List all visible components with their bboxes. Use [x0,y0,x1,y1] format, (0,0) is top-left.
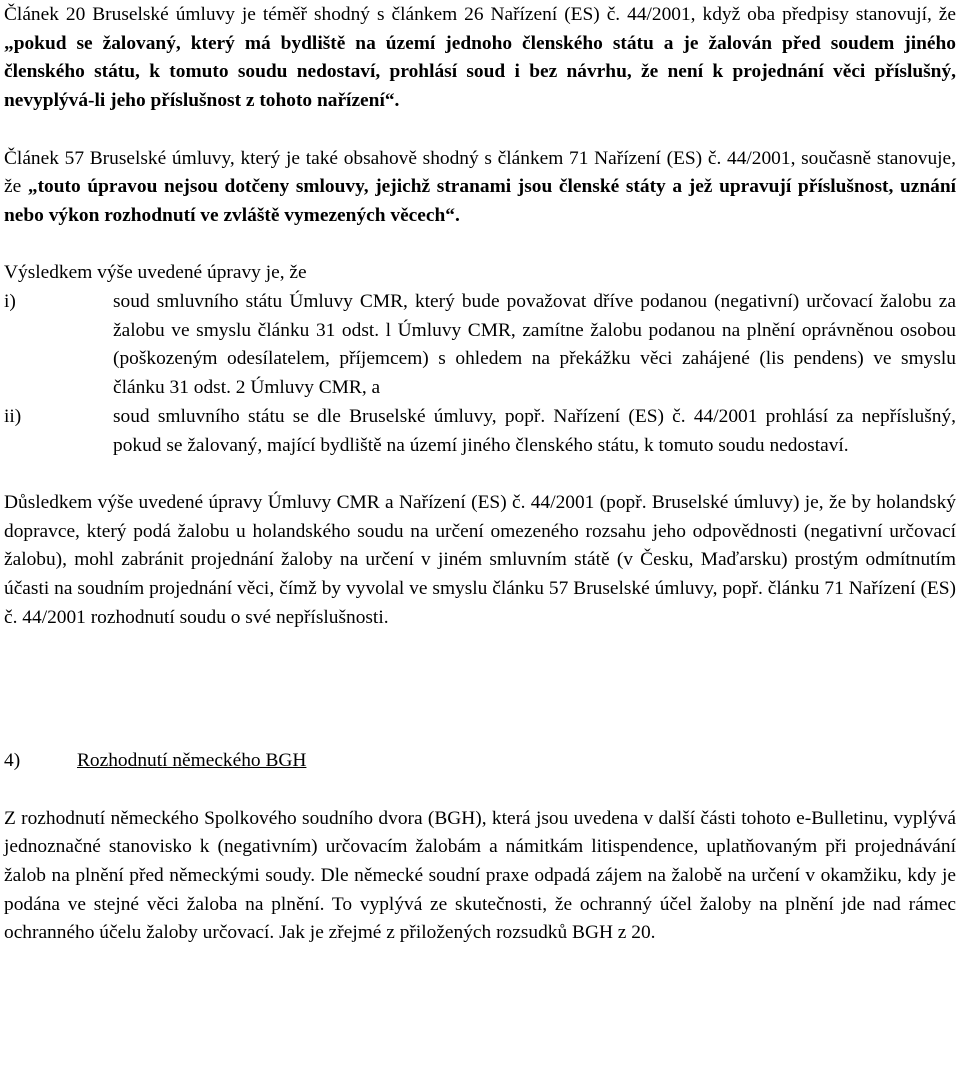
paragraph-article-57 [4,145,956,231]
list-item-text: soud smluvního státu Úmluvy CMR, který bude považovat dříve podanou (negativní) určovací žalobu za žalobu ve smyslu článku 31 odst. l Úmluvy CMR, zamítne žalobu podanou na plnění oprávněnou osobou (poškozeným odesílatelem, příjemcem) s ohledem na překážku věci zahájené (lis pendens) ve smyslu článku 31 odst. 2 Úmluvy CMR, a [113,291,956,399]
paragraph-consequence: Důsledkem výše uvedené úpravy Úmluvy CMR a Nařízení (ES) č. 44/2001 (popř. Bruselské úmluvy) je, že by holandský dopravce, který podá žalobu u holandského soudu na určení omezeného rozsahu jeho odpovědnosti (negativní určovací žalobu), mohl zabránit projednání žaloby na určení v jiném smluvním státě (v Česku, Maďarsku) prostým odmítnutím účasti na soudním projednání věci, čímž by vyvolal ve smyslu článku 57 Bruselské úmluvy, popř. článku 71 Nařízení (ES) č. 44/2001 rozhodnutí soudu o své nepříslušnosti. [4,491,956,628]
list-item-number: ii) [4,405,22,427]
spacer [4,661,956,690]
list-item-number: i) [4,291,16,312]
section-title: Rozhodnutí německého BGH [77,750,307,772]
paragraph-lead: Článek 20 Bruselské úmluvy je téměř shodný s článkem 26 Nařízení (ES) č. 44/2001, když oba předpisy stanovují, že [4,4,956,25]
list-item-text: soud smluvního státu se dle Bruselské úmluvy, popř. Nařízení (ES) č. 44/2001 prohlásí za nepříslušný, pokud se žalovaný, mající bydliště na území jiného členského státu, k tomuto soudu nedostaví. [113,405,956,456]
paragraph-lead: Článek 57 Bruselské úmluvy, který je také obsahově shodný s článkem 71 Nařízení (ES) č. 44/2001, současně stanovuje, že [4,147,956,198]
paragraph-bgh-decision: Z rozhodnutí německého Spolkového soudního dvora (BGH), která jsou uvedena v další části tohoto e-Bulletinu, vyplývá jednoznačné stanovisko k (negativním) určovacím žalobám a námitkám litispendence, uplatňovaným při projednávání žalob na plnění před německými soudy. Dle německé soudní praxe odpadá zájem na žalobě na určení v okamžiku, kdy je podána ve stejné věci žaloba na plnění. To vyplývá ze skutečnosti, že ochranný účel žaloby na plnění jde nad rámec ochranného účelu žaloby určovací. Jak je zřejmé z přiložených rozsudků BGH z 20. [4,807,956,944]
spacer [4,718,956,747]
quoted-provision: „pokud se žalovaný, který má bydliště na území jednoho členského státu a je žalován před soudem jiného členského státu, k tomuto soudu nedostaví, prohlásí soud i bez návrhu, že není k projednání věci příslušný, nevyplývá-li jeho příslušnost z tohoto nařízení“. [4,32,956,112]
list-item [4,288,956,403]
spacer [4,776,956,805]
section-number: 4) [4,750,21,772]
spacer [4,632,956,661]
section-heading [4,747,956,776]
spacer [4,231,956,260]
paragraph-article-20 [4,1,956,116]
spacer [4,690,956,719]
paragraph-result-intro: Výsledkem výše uvedené úpravy je, že [4,262,307,284]
spacer [4,116,956,145]
spacer [4,460,956,489]
quoted-provision: „touto úpravou nejsou dotčeny smlouvy, jejichž stranami jsou členské státy a jež upravují příslušnost, uznání nebo výkon rozhodnutí ve zvláště vymezených věcech“. [4,176,956,226]
list-item [4,403,956,460]
